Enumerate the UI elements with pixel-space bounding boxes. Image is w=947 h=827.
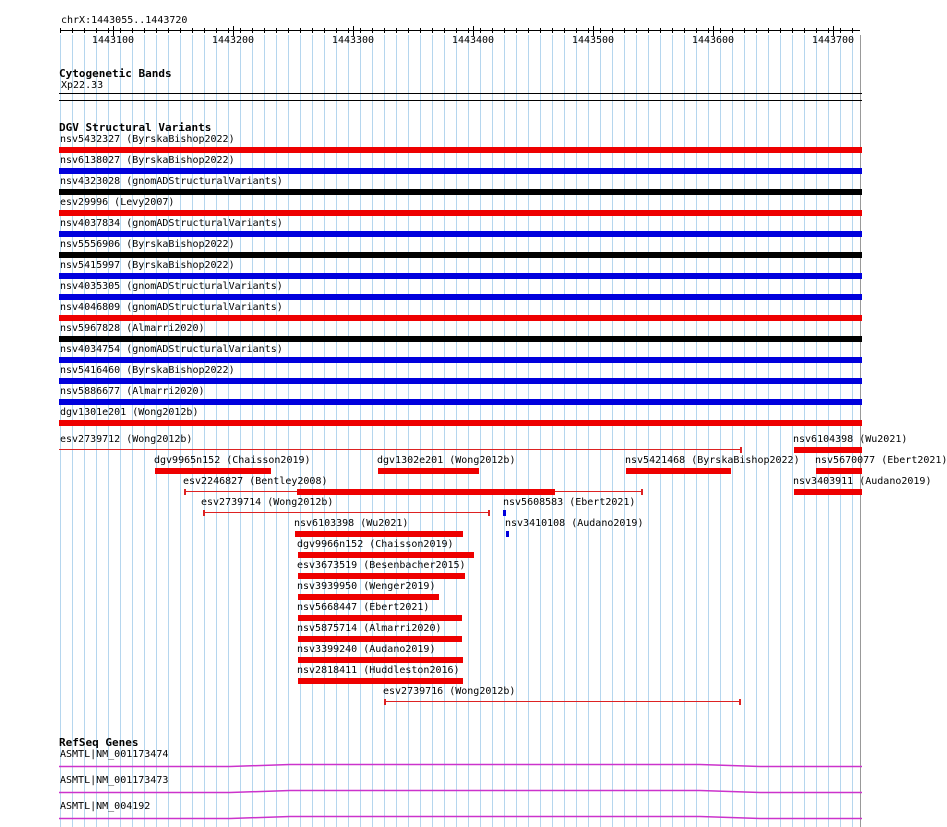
refseq-gene-model[interactable] — [59, 765, 862, 767]
dgv-variant-bar[interactable] — [816, 468, 862, 474]
dgv-variant-label[interactable]: esv2739714 (Wong2012b) — [201, 497, 334, 508]
ruler-tick-label: 1443200 — [211, 35, 255, 46]
dgv-variant-label[interactable]: nsv4034754 (gnomADStructuralVariants) — [60, 344, 283, 355]
dgv-variant-bar[interactable] — [59, 147, 862, 153]
dgv-variant-label[interactable]: nsv2818411 (Huddleston2016) — [297, 665, 460, 676]
dgv-variant-bar[interactable] — [155, 468, 271, 474]
dgv-variant-label[interactable]: nsv4323028 (gnomADStructuralVariants) — [60, 176, 283, 187]
dgv-variant-bar[interactable] — [298, 594, 439, 600]
dgv-variant-end — [203, 510, 205, 516]
dgv-variant-label[interactable]: dgv1301e201 (Wong2012b) — [60, 407, 199, 418]
dgv-variant-end — [184, 489, 186, 495]
dgv-variant-line[interactable] — [203, 512, 489, 513]
dgv-variant-label[interactable]: nsv5416460 (ByrskaBishop2022) — [60, 365, 235, 376]
dgv-variant-label[interactable]: dgv1302e201 (Wong2012b) — [377, 455, 516, 466]
dgv-variant-bar[interactable] — [59, 399, 862, 405]
dgv-variant-bar[interactable] — [298, 552, 474, 558]
cytoband-band[interactable] — [59, 93, 862, 94]
ruler-tick-label: 1443500 — [571, 35, 615, 46]
refseq-gene-label[interactable]: ASMTL|NM_004192 — [60, 801, 151, 812]
refseq-gene-label[interactable]: ASMTL|NM_001173473 — [60, 775, 169, 786]
dgv-variant-label[interactable]: nsv5670077 (Ebert2021) — [815, 455, 947, 466]
dgv-variant-bar[interactable] — [298, 636, 462, 642]
refseq-gene-model[interactable] — [59, 791, 862, 793]
dgv-variant-label[interactable]: nsv3410108 (Audano2019) — [505, 518, 644, 529]
dgv-variant-bar[interactable] — [298, 573, 465, 579]
dgv-variant-label[interactable]: nsv5556906 (ByrskaBishop2022) — [60, 239, 235, 250]
dgv-variant-bar[interactable] — [298, 615, 462, 621]
dgv-variant-bar[interactable] — [295, 531, 463, 537]
dgv-variant-bar[interactable] — [59, 420, 862, 426]
dgv-variant-bar[interactable] — [794, 447, 862, 453]
cytoband-band — [59, 100, 862, 101]
dgv-variant-bar[interactable] — [378, 468, 479, 474]
dgv-variant-line[interactable] — [59, 449, 742, 450]
dgv-variant-bar[interactable] — [59, 231, 862, 237]
dgv-variant-tick[interactable] — [506, 531, 509, 537]
dgv-variant-end — [641, 489, 643, 495]
dgv-variant-label[interactable]: esv2739712 (Wong2012b) — [60, 434, 193, 445]
track-title-dgv: DGV Structural Variants — [59, 121, 212, 134]
dgv-variant-label[interactable]: nsv5421468 (ByrskaBishop2022) — [625, 455, 800, 466]
dgv-variant-label[interactable]: nsv3399240 (Audano2019) — [297, 644, 436, 655]
dgv-variant-bar[interactable] — [59, 252, 862, 258]
dgv-variant-bar[interactable] — [298, 657, 463, 663]
dgv-variant-bar[interactable] — [297, 489, 555, 495]
ruler-tick-label: 1443600 — [691, 35, 735, 46]
track-title-cytoband: Cytogenetic Bands — [59, 67, 172, 80]
dgv-variant-label[interactable]: esv2739716 (Wong2012b) — [383, 686, 516, 697]
dgv-variant-bar[interactable] — [59, 210, 862, 216]
dgv-variant-tick[interactable] — [503, 510, 506, 516]
dgv-variant-label[interactable]: nsv5886677 (Almarri2020) — [60, 386, 205, 397]
dgv-variant-bar[interactable] — [59, 189, 862, 195]
ruler-tick-label: 1443300 — [331, 35, 375, 46]
dgv-variant-label[interactable]: nsv4035305 (gnomADStructuralVariants) — [60, 281, 283, 292]
refseq-gene-model[interactable] — [59, 817, 862, 819]
dgv-variant-bar[interactable] — [59, 357, 862, 363]
dgv-variant-bar[interactable] — [794, 489, 862, 495]
dgv-variant-end — [740, 447, 742, 453]
dgv-variant-label[interactable]: nsv4046809 (gnomADStructuralVariants) — [60, 302, 283, 313]
dgv-variant-bar[interactable] — [59, 336, 862, 342]
dgv-variant-bar[interactable] — [59, 273, 862, 279]
dgv-variant-end — [384, 699, 386, 705]
dgv-variant-label[interactable]: nsv5415997 (ByrskaBishop2022) — [60, 260, 235, 271]
dgv-variant-label[interactable]: nsv5967828 (Almarri2020) — [60, 323, 205, 334]
cytoband-label: Xp22.33 — [61, 80, 104, 91]
track-title-refseq: RefSeq Genes — [59, 736, 139, 749]
dgv-variant-label[interactable]: nsv5432327 (ByrskaBishop2022) — [60, 134, 235, 145]
dgv-variant-label[interactable]: esv2246827 (Bentley2008) — [183, 476, 328, 487]
dgv-variant-bar[interactable] — [59, 168, 862, 174]
dgv-variant-bar[interactable] — [59, 378, 862, 384]
dgv-variant-bar[interactable] — [59, 294, 862, 300]
dgv-variant-bar[interactable] — [626, 468, 731, 474]
dgv-variant-label[interactable]: nsv5668447 (Ebert2021) — [297, 602, 430, 613]
dgv-variant-bar[interactable] — [298, 678, 463, 684]
location-label: chrX:1443055..1443720 — [61, 15, 188, 26]
dgv-variant-label[interactable]: esv3673519 (Besenbacher2015) — [297, 560, 466, 571]
dgv-variant-label[interactable]: dgv9965n152 (Chaisson2019) — [154, 455, 311, 466]
dgv-variant-label[interactable]: nsv3403911 (Audano2019) — [793, 476, 932, 487]
dgv-variant-label[interactable]: nsv3939950 (Wenger2019) — [297, 581, 436, 592]
refseq-gene-label[interactable]: ASMTL|NM_001173474 — [60, 749, 169, 760]
dgv-variant-label[interactable]: dgv9966n152 (Chaisson2019) — [297, 539, 454, 550]
dgv-variant-end — [739, 699, 741, 705]
dgv-variant-label[interactable]: nsv5875714 (Almarri2020) — [297, 623, 442, 634]
ruler-tick-label: 1443400 — [451, 35, 495, 46]
dgv-variant-label[interactable]: nsv6138027 (ByrskaBishop2022) — [60, 155, 235, 166]
ruler-tick-label: 1443700 — [811, 35, 855, 46]
dgv-variant-bar[interactable] — [59, 315, 862, 321]
dgv-variant-end — [488, 510, 490, 516]
dgv-variant-label[interactable]: nsv6104398 (Wu2021) — [793, 434, 908, 445]
dgv-variant-line[interactable] — [384, 701, 740, 702]
dgv-variant-label[interactable]: nsv4037834 (gnomADStructuralVariants) — [60, 218, 283, 229]
dgv-variant-label[interactable]: esv29996 (Levy2007) — [60, 197, 175, 208]
dgv-variant-label[interactable]: nsv6103398 (Wu2021) — [294, 518, 409, 529]
ruler-tick-label: 1443100 — [91, 35, 135, 46]
dgv-variant-label[interactable]: nsv5608583 (Ebert2021) — [503, 497, 636, 508]
